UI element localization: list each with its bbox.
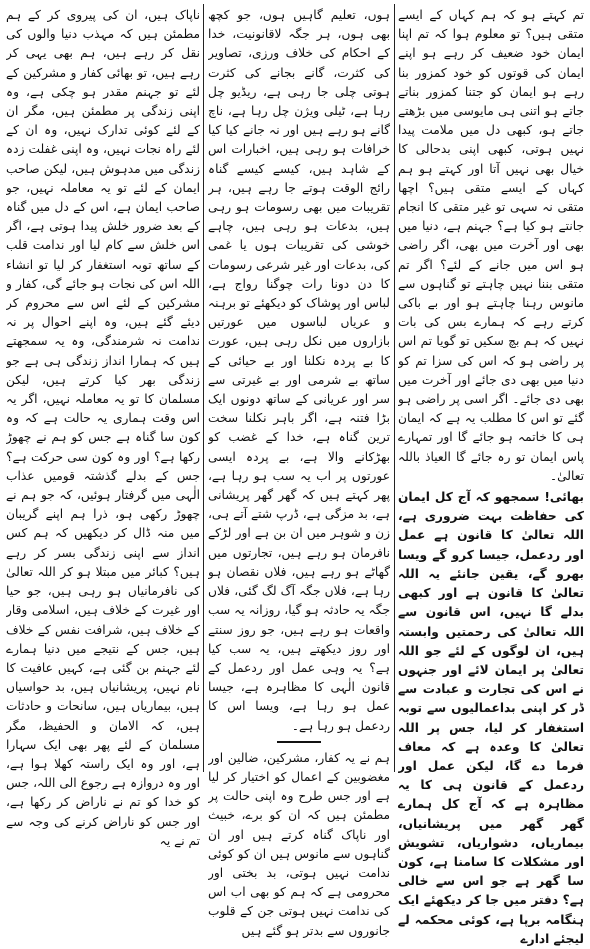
column-divider-right xyxy=(394,4,395,772)
column-middle-paragraph-1: ہوں، تعلیم گاہیں ہوں، جو کچھ بھی ہوں، ہر جگہ لاقانونیت، خدا کے احکام کی خلاف ورزی، تصاویر کی کثرت، گانے بجانے کی کثرت ہوتی چلی جا رہی ہے، ریڈیو چل رہا ہے، ٹیلی ویژن چل رہا ہے، ناچ گانے ہو رہے ہیں اور نہ جانے کیا کیا خرافات ہو رہی ہیں، اخبارات اس کے شاہد ہیں، کیسے کیسے گناہ رائج الوقت ہوتے جا رہے ہیں، ہر تقریبات میں بھی رسومات ہو رہی ہیں، بدعات ہو رہی ہیں، چاہے خوشی کی تقریبات ہوں یا غمی کی، بدعات اور غیر شرعی رسومات کا دن دونا رات چوگنا رواج ہے، لباس اور پوشاک کو دیکھئے تو برہنہ و عریاں لباسوں میں عورتیں بازاروں میں نکل رہی ہیں، عورت کا بے پردہ نکلنا اور بے حیائی کے ساتھ بے شرمی اور بے غیرتی سے سر اور عریانی کے ساتھ دونوں ایک بڑا فتنہ ہے، اگر باہر نکلنا سخت ترین گناہ ہے، خدا کے غضب کو بھڑکانے والا ہے، بے پردہ ایسی عورتوں پر اب یہ سب ہو رہا ہے، پھر کہتے ہیں کہ گھر گھر پریشانی ہے، بد مزگی ہے، ڈرپ شتے آتے ہی، زن و شوہر میں ان بن ہے اور لڑکے نافرمان ہو رہے ہیں، تجارتوں میں گھاٹے ہو رہے ہیں، فلاں نقصان ہو رہا ہے، فلاں جگہ آگ لگ گئی، فلاں جگہ یہ حادثہ ہو گیا، روزانہ یہ سب واقعات ہو رہے ہیں، جو روز سنتے اور روز دیکھتے ہیں، یہ سب کیا ہے؟ یہ وہی عمل اور ردعمل کے قانون الٰہی کا مظاہرہ ہے، جیسا عمل ہو رہا ہے، ویسا اس کا ردعمل ہو رہا ہے۔ xyxy=(208,8,390,733)
column-right xyxy=(398,6,584,949)
section-separator xyxy=(277,741,321,743)
column-right-paragraph-1: تم کہتے ہو کہ ہم کہاں کے ایسے متقی ہیں؟ تو معلوم ہوا کہ تم اپنا ایمان خود ضعیف کر رہے ہو اپنے ایمان کی قوتوں کو خود کمزور بنا رہے ہو ایمان کو جتنا کمزور بناتے جاتے ہو اتنی ہی مایوسی میں بڑھتے جاتے ہو، کبھی دل میں ملامت پیدا نہیں ہوتی، کبھی اپنی بدحالی کا خیال بھی نہیں آتا اور کہتے ہو ہم کہاں کے ایسے متقی ہیں؟ اچھا متقی نہ سہی تو غیر متقی کا انجام جانتے ہو کیا ہے؟ جہنم ہے، دنیا میں بھی اور آخرت میں بھی، اگر راضی ہو اس میں جانے کے لئے؟ اگر تم متقی بننا نہیں چاہتے تو گناہوں سے مانوس رہنا چاہتے ہو اور بے باکی کرتے رہے کہ ہمارے بس کی بات نہیں کہ ہم بچ سکیں تو گویا تم اس پر راضی ہو کہ اس کی سزا تم کو دنیا میں بھی دی جائے اور آخرت میں بھی دی جائے۔ اگر اسی پر راضی ہو گئے تو اس کا مطلب یہ ہے کہ ایمان ہی کا خاتمہ ہو جائے گا اور تمہارے پاس ایمان تو رہ جائے گا العیاذ باللہ تعالیٰ۔ xyxy=(398,8,584,483)
column-right-paragraph-2: بھائی! سمجھو کہ آج کل ایمان کی حفاظت بہت ضروری ہے، اللہ تعالیٰ کا قانون ہے عمل اور ردعمل، جیسا کرو گے ویسا بھرو گے، یقین جانئے یہ اللہ تعالیٰ کا قانون ہے اور کبھی بدلے گا نہیں، اس قانون سے اللہ تعالیٰ کی رحمتیں وابستہ ہیں، ان لوگوں کے لئے جو اللہ تعالیٰ پر ایمان لائے اور جنہوں نے اس کی تجارت و عبادت سے ڈر کر اپنی بداعمالیوں سے توبہ استغفار کر لیا، جس پر اللہ تعالیٰ کا وعدہ ہے کہ معاف فرما دے گا، لیکن عمل اور ردعمل کے قانون ہی کا یہ مظاہرہ ہے کہ آج کل ہمارے گھر گھر میں پریشانیاں، بیماریاں، دشواریاں، تشویش اور مشکلات کا سامنا ہے، کون سا گھر ہے جو اس سے خالی ہے؟ دفتر میں جا کر دیکھئے ایک ہنگامہ برپا ہے، کوئی محکمہ لے لیجئے ادارے xyxy=(398,490,584,946)
column-divider-left xyxy=(203,4,204,772)
column-left xyxy=(6,6,200,851)
column-middle xyxy=(208,6,390,941)
column-left-paragraph-1: ناپاک ہیں، ان کی پیروی کر کے ہم مطمئن ہیں کہ مہذب دنیا والوں کی نقل کر رہے ہیں، ہم بھی یہی کر رہے ہیں، تو بھائی کفار و مشرکین کے لئے تو جہنم مقدر ہو چکی ہے، وہ اپنی زندگی پر مطمئن ہیں، مگر ان کے لئے کوئی تدارک نہیں، وہ ان کے لئے راہ نجات نہیں، وہ اپنی غفلت زدہ زندگی میں مدہوش ہیں، لیکن صاحب ایمان کے لئے تو یہ معاملہ نہیں، جو صاحب ایمان ہے، اس کے دل میں گناہ کے بعد ضرور خلش پیدا ہوتی ہے، اگر اس خلش سے کام لیا اور ندامت قلب کے ساتھ توبہ استغفار کر لیا تو انشاء اللہ اس کی نجات ہو جائے گی، کفار و مشرکین کے لئے اس سے محروم کر دیئے گئے ہیں، وہ اپنے احوال پر نہ ندامت نہ شرمندگی، وہ یہ سمجھتے ہیں کہ ہمارا انداز زندگی ہی ہے جو زندگی بھر کیا کرتے ہیں، لیکن مسلمان کا تو یہ معاملہ نہیں، اگر یہ اس وقت ہماری یہ حالت ہے کہ وہ کون سا گناہ ہے جس کو ہم نے چھوڑ رکھا ہے؟ اور وہ کون سی حرکت ہے؟ جس کے بدلے گذشتہ قومیں عذاب الٰہی میں گرفتار ہوئیں، کہ جو ہم نے چھوڑ رکھی ہو، ذرا ہم اپنے گریبان میں منہ ڈال کر دیکھیں کہ ہم کس انداز سے اپنی زندگی بسر کر رہے ہیں؟ کبائر میں مبتلا ہو کر اللہ تعالیٰ کی نافرمانیاں ہو رہی ہیں، جو حیا اور غیرت کے خلاف ہیں، اسلامی وقار کے خلاف ہیں، شرافت نفس کے خلاف ہیں، جس کے نتیجے میں دنیا ہمارے لئے جہنم بن گئی ہے، کہیں عافیت کا نام نہیں، پریشانیاں ہیں، بد حواسیاں ہیں، بیماریاں ہیں، سانحات و حادثات ہیں، کہ الامان و الحفیظ، مگر مسلمان کے لئے پھر بھی ایک سہارا ہے، اور وہ ایک راستہ کھلا ہوا ہے، اور وہ دروازہ ہے رجوع الی اللہ، جس کو خدا کو تم نے ناراض کر رکھا ہے، اور جس کو ناراض کرنے کی وجہ سے تم نے یہ xyxy=(6,8,200,848)
column-middle-paragraph-2: ہم نے یہ کفار، مشرکین، ضالین اور مغضوبین کے اعمال کو اختیار کر لیا ہے اور جس طرح وہ اپنی حالت پر مطمئن ہیں کہ ان کو برے، خبیث اور ناپاک گناہ کرتے ہیں اور ان گناہوں سے مانوس ہیں ان کو کوئی ندامت نہیں ہوتی، بد بختی اور محرومی ہے کہ ہم کو بھی اب اس کی ندامت نہیں ہوتی جن کے قلوب جانوروں سے بدتر ہو گئے ہیں xyxy=(208,750,390,938)
